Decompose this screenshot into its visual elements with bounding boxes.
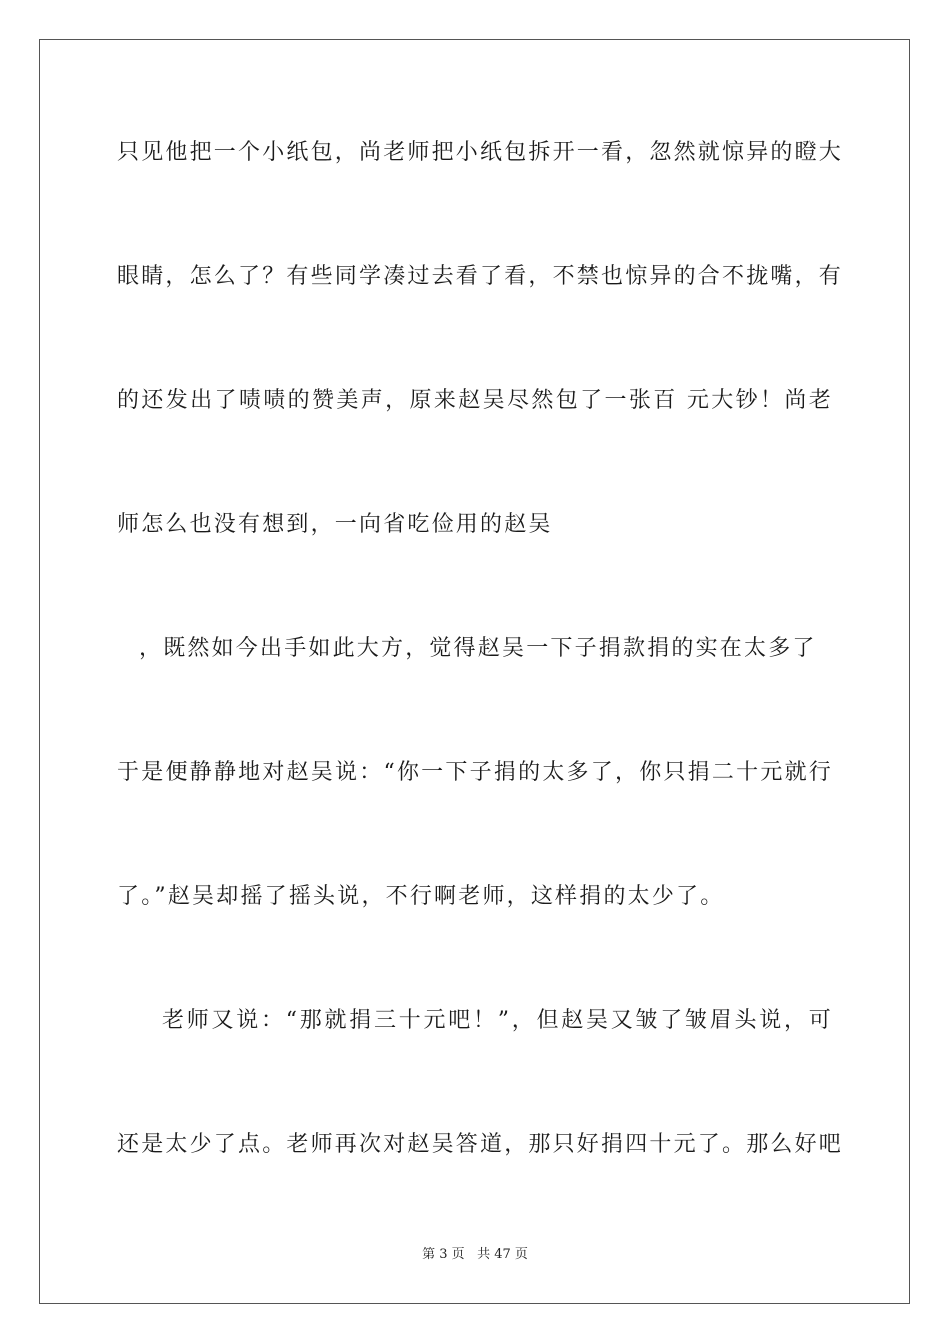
body-text-line-9: 还是太少了点。老师再次对赵吴答道，那只好捐四十元了。那么好吧 (117, 1132, 844, 1157)
body-text-line-2: 眼睛，怎么了？有些同学凑过去看了看，不禁也惊异的合不拢嘴，有 (117, 264, 844, 289)
body-text-line-4: 师怎么也没有想到，一向省吃俭用的赵吴 (117, 512, 553, 537)
page-footer (0, 1247, 950, 1263)
body-text-line-8: 老师又说：“那就捐三十元吧！”，但赵吴又皱了皱眉头说，可 (162, 1008, 833, 1033)
body-text-line-3: 的还发出了啧啧的赞美声，原来赵吴尽然包了一张百 元大钞！尚老 (117, 388, 833, 413)
page-number: 第 3 页 (422, 1247, 465, 1262)
body-text-line-1: 只见他把一个小纸包，尚老师把小纸包拆开一看，忽然就惊异的瞪大 (117, 140, 844, 165)
body-text-line-6: 于是便静静地对赵吴说：“你一下子捐的太多了，你只捐二十元就行 (117, 760, 833, 785)
body-text-line-5: ，既然如今出手如此大方，觉得赵吴一下子捐款捐的实在太多了 (139, 636, 817, 661)
body-text-line-7: 了。”赵吴却摇了摇头说，不行啊老师，这样捐的太少了。 (117, 884, 725, 909)
page-border (39, 39, 910, 1304)
page-total: 共 47 页 (477, 1247, 528, 1262)
